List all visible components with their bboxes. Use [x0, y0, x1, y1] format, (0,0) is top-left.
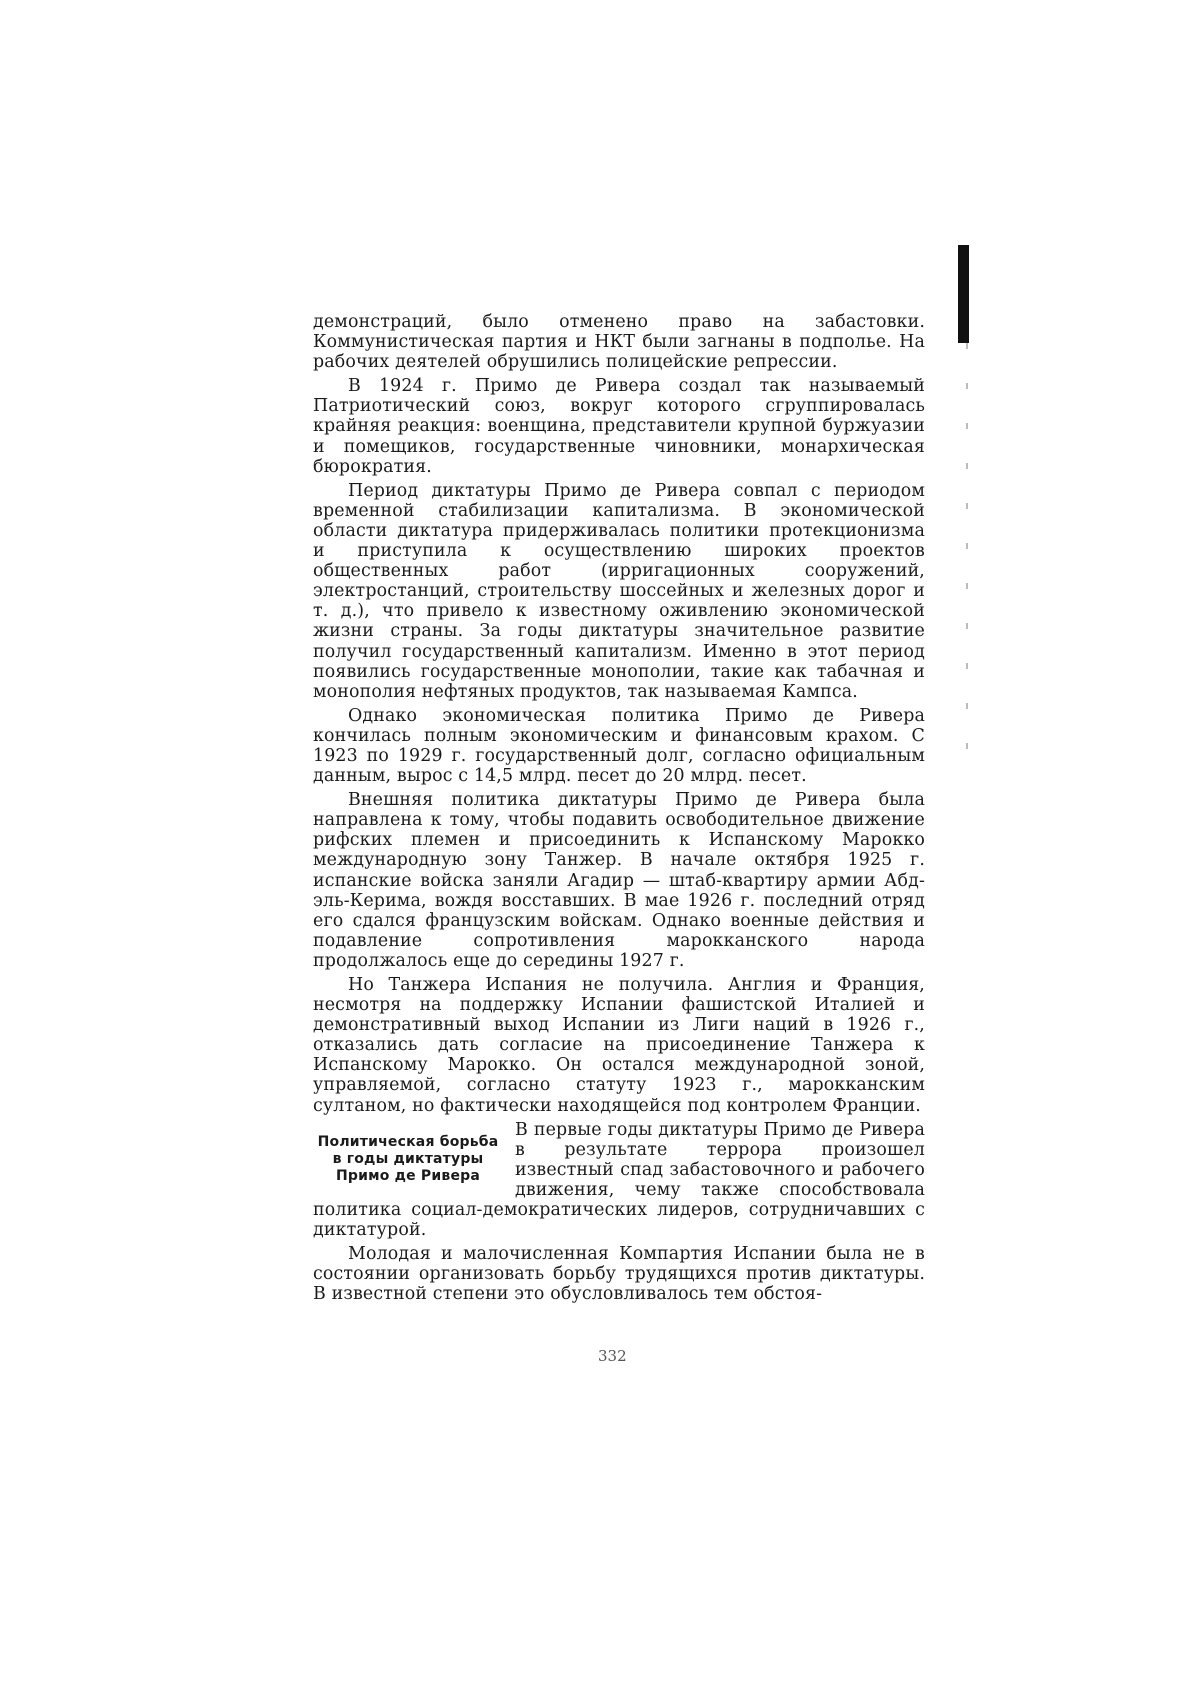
paragraph-tangier: Но Танжера Испания не получила. Англия и Франция, несмотря на поддержку Испании фашистской Италией и демонстративный выход Испании из Лиги наций в 1926 г., отказались дать согласие на присоединение Танжера к Испанскому Марокко. Он остался международной зоной, управляемой, согласно статуту 1923 г., марокканским султаном, но фактически находящейся под контролем Франции. — [313, 975, 925, 1116]
page-number: 332 — [598, 1347, 627, 1365]
scan-edge-specks — [966, 343, 968, 773]
scan-edge-mark — [958, 245, 969, 343]
page-text — [313, 312, 925, 1305]
paragraph-continuation: демонстраций, было отменено право на забастовки. Коммунистическая партия и НКТ были загнаны в подполье. На рабочих деятелей обрушились полицейские репрессии. — [313, 312, 925, 373]
paragraph-first-years: В первые годы диктатуры Примо де Ривера в результате террора произошел известный спад забастовочного и рабочего движения, чему также способствовала политика социал-демократических лидеров, сотрудничавших с диктатурой. — [313, 1119, 925, 1241]
paragraph-financial-crash: Однако экономическая политика Примо де Ривера кончилась полным экономическим и финансовым крахом. С 1923 по 1929 г. государственный долг, согласно официальным данным, вырос с 14,5 млрд. песет до 20 млрд. песет. — [313, 705, 925, 787]
section-political-struggle — [313, 1120, 925, 1241]
paragraph-communist-party: Молодая и малочисленная Компартия Испании была не в состоянии организовать борьбу трудящихся против диктатуры. В известной степени это обусловливалось тем обстоя- — [313, 1244, 925, 1305]
paragraph-foreign-policy: Внешняя политика диктатуры Примо де Ривера была направлена к тому, чтобы подавить освободительное движение рифских племен и присоединить к Испанскому Марокко международную зону Танжер. В начале октября 1925 г. испанские войска заняли Агадир — штаб-квартиру армии Абд-эль-Керима, вождя восставших. В мае 1926 г. последний отряд его сдался французским войскам. Однако военные действия и подавление сопротивления марокканского народа продолжалось еще до середины 1927 г. — [313, 790, 925, 971]
margin-heading: Политическая борьба в годы диктатуры Примо де Ривера — [317, 1133, 499, 1184]
paragraph-patriotic-union: В 1924 г. Примо де Ривера создал так называемый Патриотический союз, вокруг которого сгруппировалась крайняя реакция: военщина, представители крупной буржуазии и помещиков, государственные чиновники, монархическая бюрократия. — [313, 376, 925, 477]
paragraph-economic-policy: Период диктатуры Примо де Ривера совпал с периодом временной стабилизации капитализма. В экономической области диктатура придерживалась политики протекционизма и приступила к осуществлению широких проектов общественных работ (ирригационных сооружений, электростанций, строительству шоссейных и железных дорог и т. д.), что привело к известному оживлению экономической жизни страны. За годы диктатуры значительное развитие получил государственный капитализм. Именно в этот период появились государственные монополии, такие как табачная и монополия нефтяных продуктов, так называемая Кампса. — [313, 480, 925, 702]
